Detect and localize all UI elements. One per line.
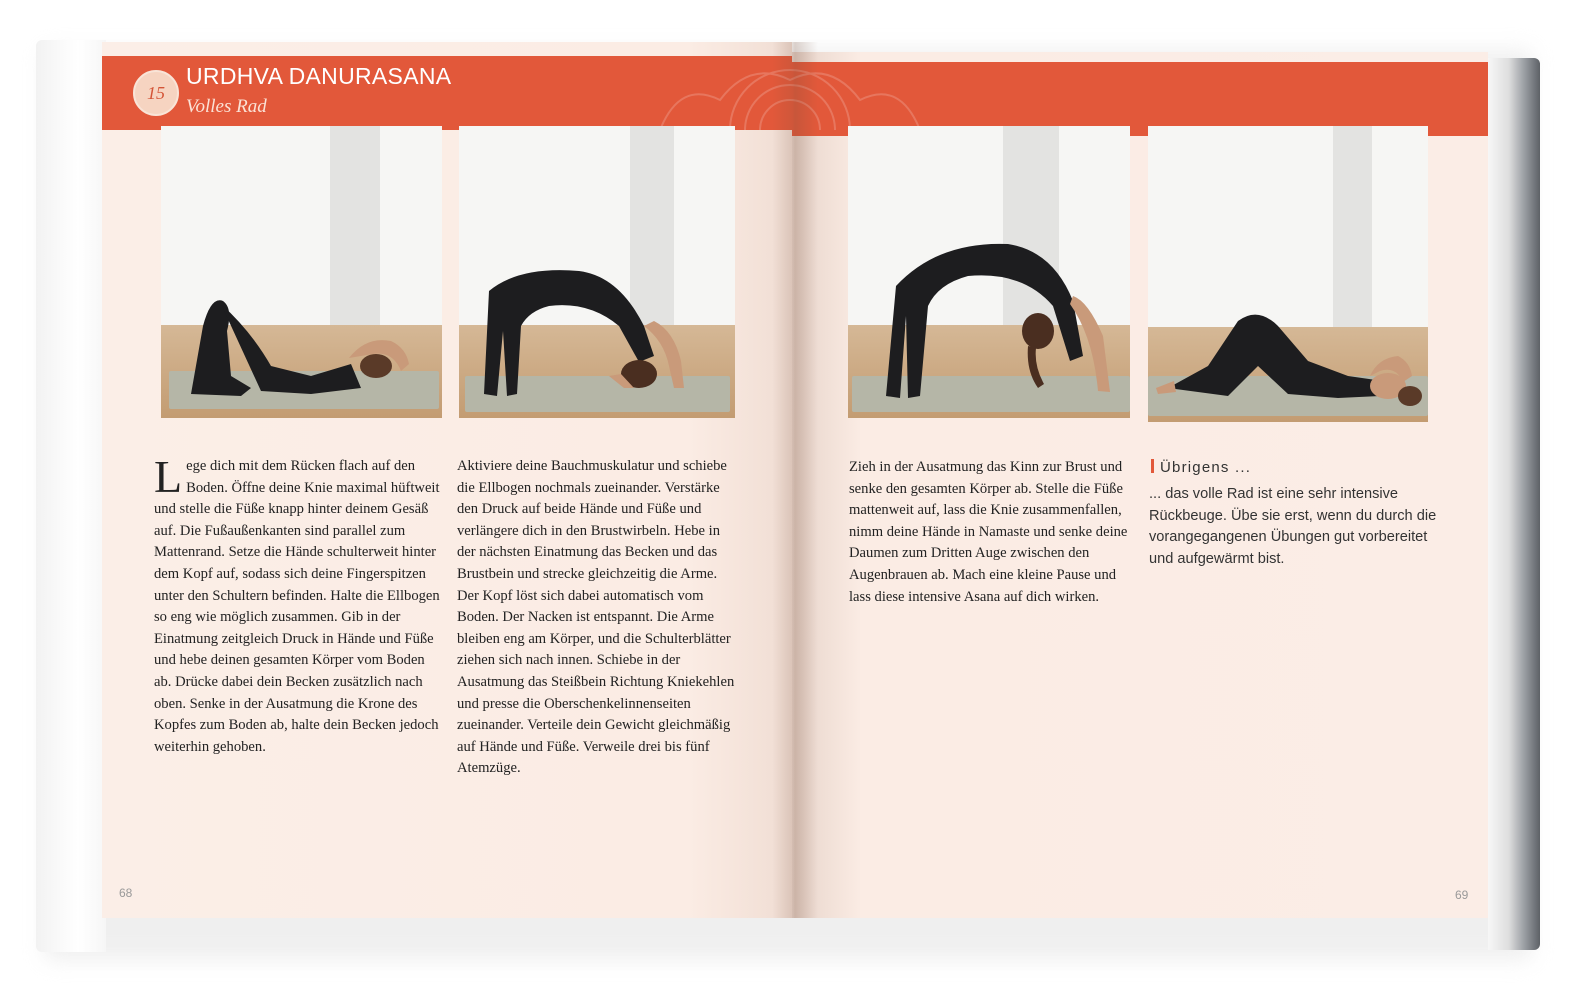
aside-heading-text: Übrigens ...	[1160, 459, 1252, 476]
text-column-1-body: ege dich mit dem Rücken flach auf den Boden. Öffne deine Knie maximal hüftweit und stelle die Füße knapp hinter deinem Gesäß auf. Die Fußaußenkanten sind parallel zum Mattenrand. Setze die Hände schulterweit hinter dem Kopf auf, sodass sich deine Fingerspitzen unter den Schultern befinden. Halte die Ellbogen so eng wie möglich zusammen. Gib in der Einatmung zeitgleich Druck in Hände und Füße und hebe deinen gesamten Körper vom Boden ab. Drücke dabei dein Becken zusätzlich nach oben. Senke in der Ausatmung die Krone des Kopfes zum Boden ab, halte dein Becken jedoch weiterhin gehoben.	[154, 458, 440, 755]
photo-lying-relax	[1148, 126, 1428, 422]
photo-full-wheel-head-down	[848, 126, 1130, 418]
yoga-full-wheel-icon	[459, 126, 735, 418]
photo-full-wheel	[459, 126, 735, 418]
yoga-lying-relax-icon	[1148, 126, 1428, 422]
right-page-edge	[1488, 58, 1540, 950]
page-number-left: 68	[119, 886, 133, 900]
page-number-right: 69	[1455, 888, 1469, 902]
text-column-3-body: Zieh in der Ausatmung das Kinn zur Brust und senke den gesamten Körper ab. Stelle die Füße mattenweit auf, lass die Knie zusammenfallen, nimm deine Hände in Namaste und senke deine Daumen zum Dritten Auge zwischen den Augenbrauen ab. Mach eine kleine Pause und lass diese intensive Asana auf dich wirken.	[849, 459, 1128, 605]
text-column-2	[457, 456, 739, 780]
aside-heading	[1151, 459, 1251, 476]
text-column-2-body: Aktiviere deine Bauchmuskulatur und schiebe die Ellbogen nochmals zueinander. Verstärke den Druck auf beide Hände und Füße und verlängere dich in den Brustwirbeln. Hebe in der nächsten Einatmung das Becken und das Brustbein und strecke gleichzeitig die Arme. Der Kopf löst sich dabei automatisch vom Boden. Der Nacken ist entspannt. Die Arme bleiben eng am Körper, und die Schulterblätter ziehen sich nach innen. Schiebe in der Ausatmung das Steißbein Richtung Kniekehlen und presse die Oberschenkelinnenseiten zueinander. Verteile dein Gewicht gleichmäßig auf Hände und Füße. Verweile drei bis fünf Atemzüge.	[457, 458, 735, 777]
exercise-number: 15	[147, 82, 165, 103]
aside-text: ... das volle Rad ist eine sehr intensive Rückbeuge. Übe sie erst, wenn du durch die vorangegangenen Übungen gut vorbereitet und aufgewärmt bist.	[1149, 486, 1437, 567]
photo-lying-preparation	[161, 126, 442, 418]
exercise-number-badge	[133, 70, 179, 116]
accent-bar-icon	[1151, 459, 1154, 473]
yoga-full-wheel-head-down-icon	[848, 126, 1130, 418]
text-column-3	[849, 457, 1133, 608]
page-title: URDHVA DANURASANA	[186, 63, 452, 89]
left-page-edge	[36, 40, 106, 952]
drop-cap: L	[154, 451, 183, 502]
page-subtitle: Volles Rad	[186, 96, 267, 117]
text-column-1	[154, 451, 440, 758]
yoga-lying-preparation-icon	[161, 126, 442, 418]
book-gutter	[772, 42, 818, 918]
